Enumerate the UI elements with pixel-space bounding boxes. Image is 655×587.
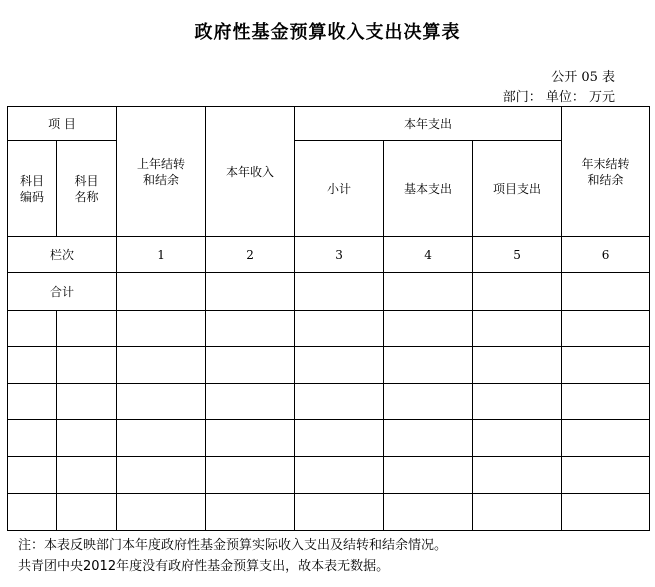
index-col-4: 4 <box>384 237 473 273</box>
form-code: 公开 05 表 <box>551 70 615 85</box>
table-cell <box>562 494 650 531</box>
index-col-5: 5 <box>473 237 562 273</box>
total-label: 合计 <box>8 273 117 311</box>
table-cell <box>295 311 384 347</box>
table-cell <box>8 384 57 420</box>
table-cell <box>562 347 650 384</box>
table-cell <box>57 311 117 347</box>
table-cell <box>295 273 384 311</box>
index-col-3: 3 <box>295 237 384 273</box>
header-subject-code: 科目 编码 <box>8 141 57 237</box>
table-cell <box>473 347 562 384</box>
table-cell <box>384 457 473 494</box>
table-cell <box>117 420 206 457</box>
header-basic-expense: 基本支出 <box>384 141 473 237</box>
table-cell <box>206 420 295 457</box>
table-cell <box>206 457 295 494</box>
table-cell <box>473 494 562 531</box>
footnote-1: 注：本表反映部门本年度政府性基金预算实际收入支出及结转和结余情况。 <box>18 538 448 553</box>
table-cell <box>562 457 650 494</box>
table-cell <box>117 494 206 531</box>
table-row <box>8 420 650 457</box>
index-col-1: 1 <box>117 237 206 273</box>
table-cell <box>117 457 206 494</box>
table-row <box>8 311 650 347</box>
table-cell <box>206 273 295 311</box>
table-cell <box>117 384 206 420</box>
table-cell <box>8 457 57 494</box>
table-row <box>8 457 650 494</box>
table-cell <box>8 347 57 384</box>
table-cell <box>117 311 206 347</box>
table-cell <box>8 420 57 457</box>
table-cell <box>57 384 117 420</box>
table-cell <box>206 384 295 420</box>
header-item: 项 目 <box>8 107 117 141</box>
table-row <box>8 347 650 384</box>
header-subtotal: 小计 <box>295 141 384 237</box>
header-year-end-balance: 年末结转 和结余 <box>562 107 650 237</box>
header-subject-name: 科目 名称 <box>57 141 117 237</box>
table-cell <box>473 457 562 494</box>
table-cell <box>117 273 206 311</box>
header-income: 本年收入 <box>206 107 295 237</box>
table-cell <box>384 273 473 311</box>
index-col-2: 2 <box>206 237 295 273</box>
table-row <box>8 384 650 420</box>
budget-table <box>7 106 650 531</box>
table-row <box>8 494 650 531</box>
table-cell <box>473 311 562 347</box>
table-cell <box>206 494 295 531</box>
index-row <box>8 237 650 273</box>
table-cell <box>384 494 473 531</box>
unit-line: 部门： 单位： 万元 <box>502 90 615 105</box>
total-row <box>8 273 650 311</box>
table-cell <box>384 384 473 420</box>
header-project-expense: 项目支出 <box>473 141 562 237</box>
table-cell <box>384 420 473 457</box>
table-cell <box>206 347 295 384</box>
page-title: 政府性基金预算收入支出决算表 <box>194 22 461 43</box>
table-cell <box>562 273 650 311</box>
table-cell <box>117 347 206 384</box>
header-prev-balance: 上年结转 和结余 <box>117 107 206 237</box>
header-expenditure: 本年支出 <box>295 107 562 141</box>
table-cell <box>562 384 650 420</box>
table-cell <box>473 420 562 457</box>
table-cell <box>206 311 295 347</box>
table-cell <box>8 494 57 531</box>
index-label: 栏次 <box>8 237 117 273</box>
table-cell <box>8 311 57 347</box>
table-cell <box>57 347 117 384</box>
table-cell <box>295 384 384 420</box>
footnote-2: 共青团中央2012年度没有政府性基金预算支出，故本表无数据。 <box>18 559 390 574</box>
table-cell <box>295 494 384 531</box>
table-cell <box>295 457 384 494</box>
index-col-6: 6 <box>562 237 650 273</box>
table-cell <box>57 420 117 457</box>
table-cell <box>57 494 117 531</box>
table-cell <box>57 457 117 494</box>
table-cell <box>562 420 650 457</box>
table-cell <box>384 311 473 347</box>
table-cell <box>384 347 473 384</box>
table-cell <box>295 347 384 384</box>
table-cell <box>562 311 650 347</box>
table-cell <box>473 273 562 311</box>
table-cell <box>473 384 562 420</box>
table-cell <box>295 420 384 457</box>
